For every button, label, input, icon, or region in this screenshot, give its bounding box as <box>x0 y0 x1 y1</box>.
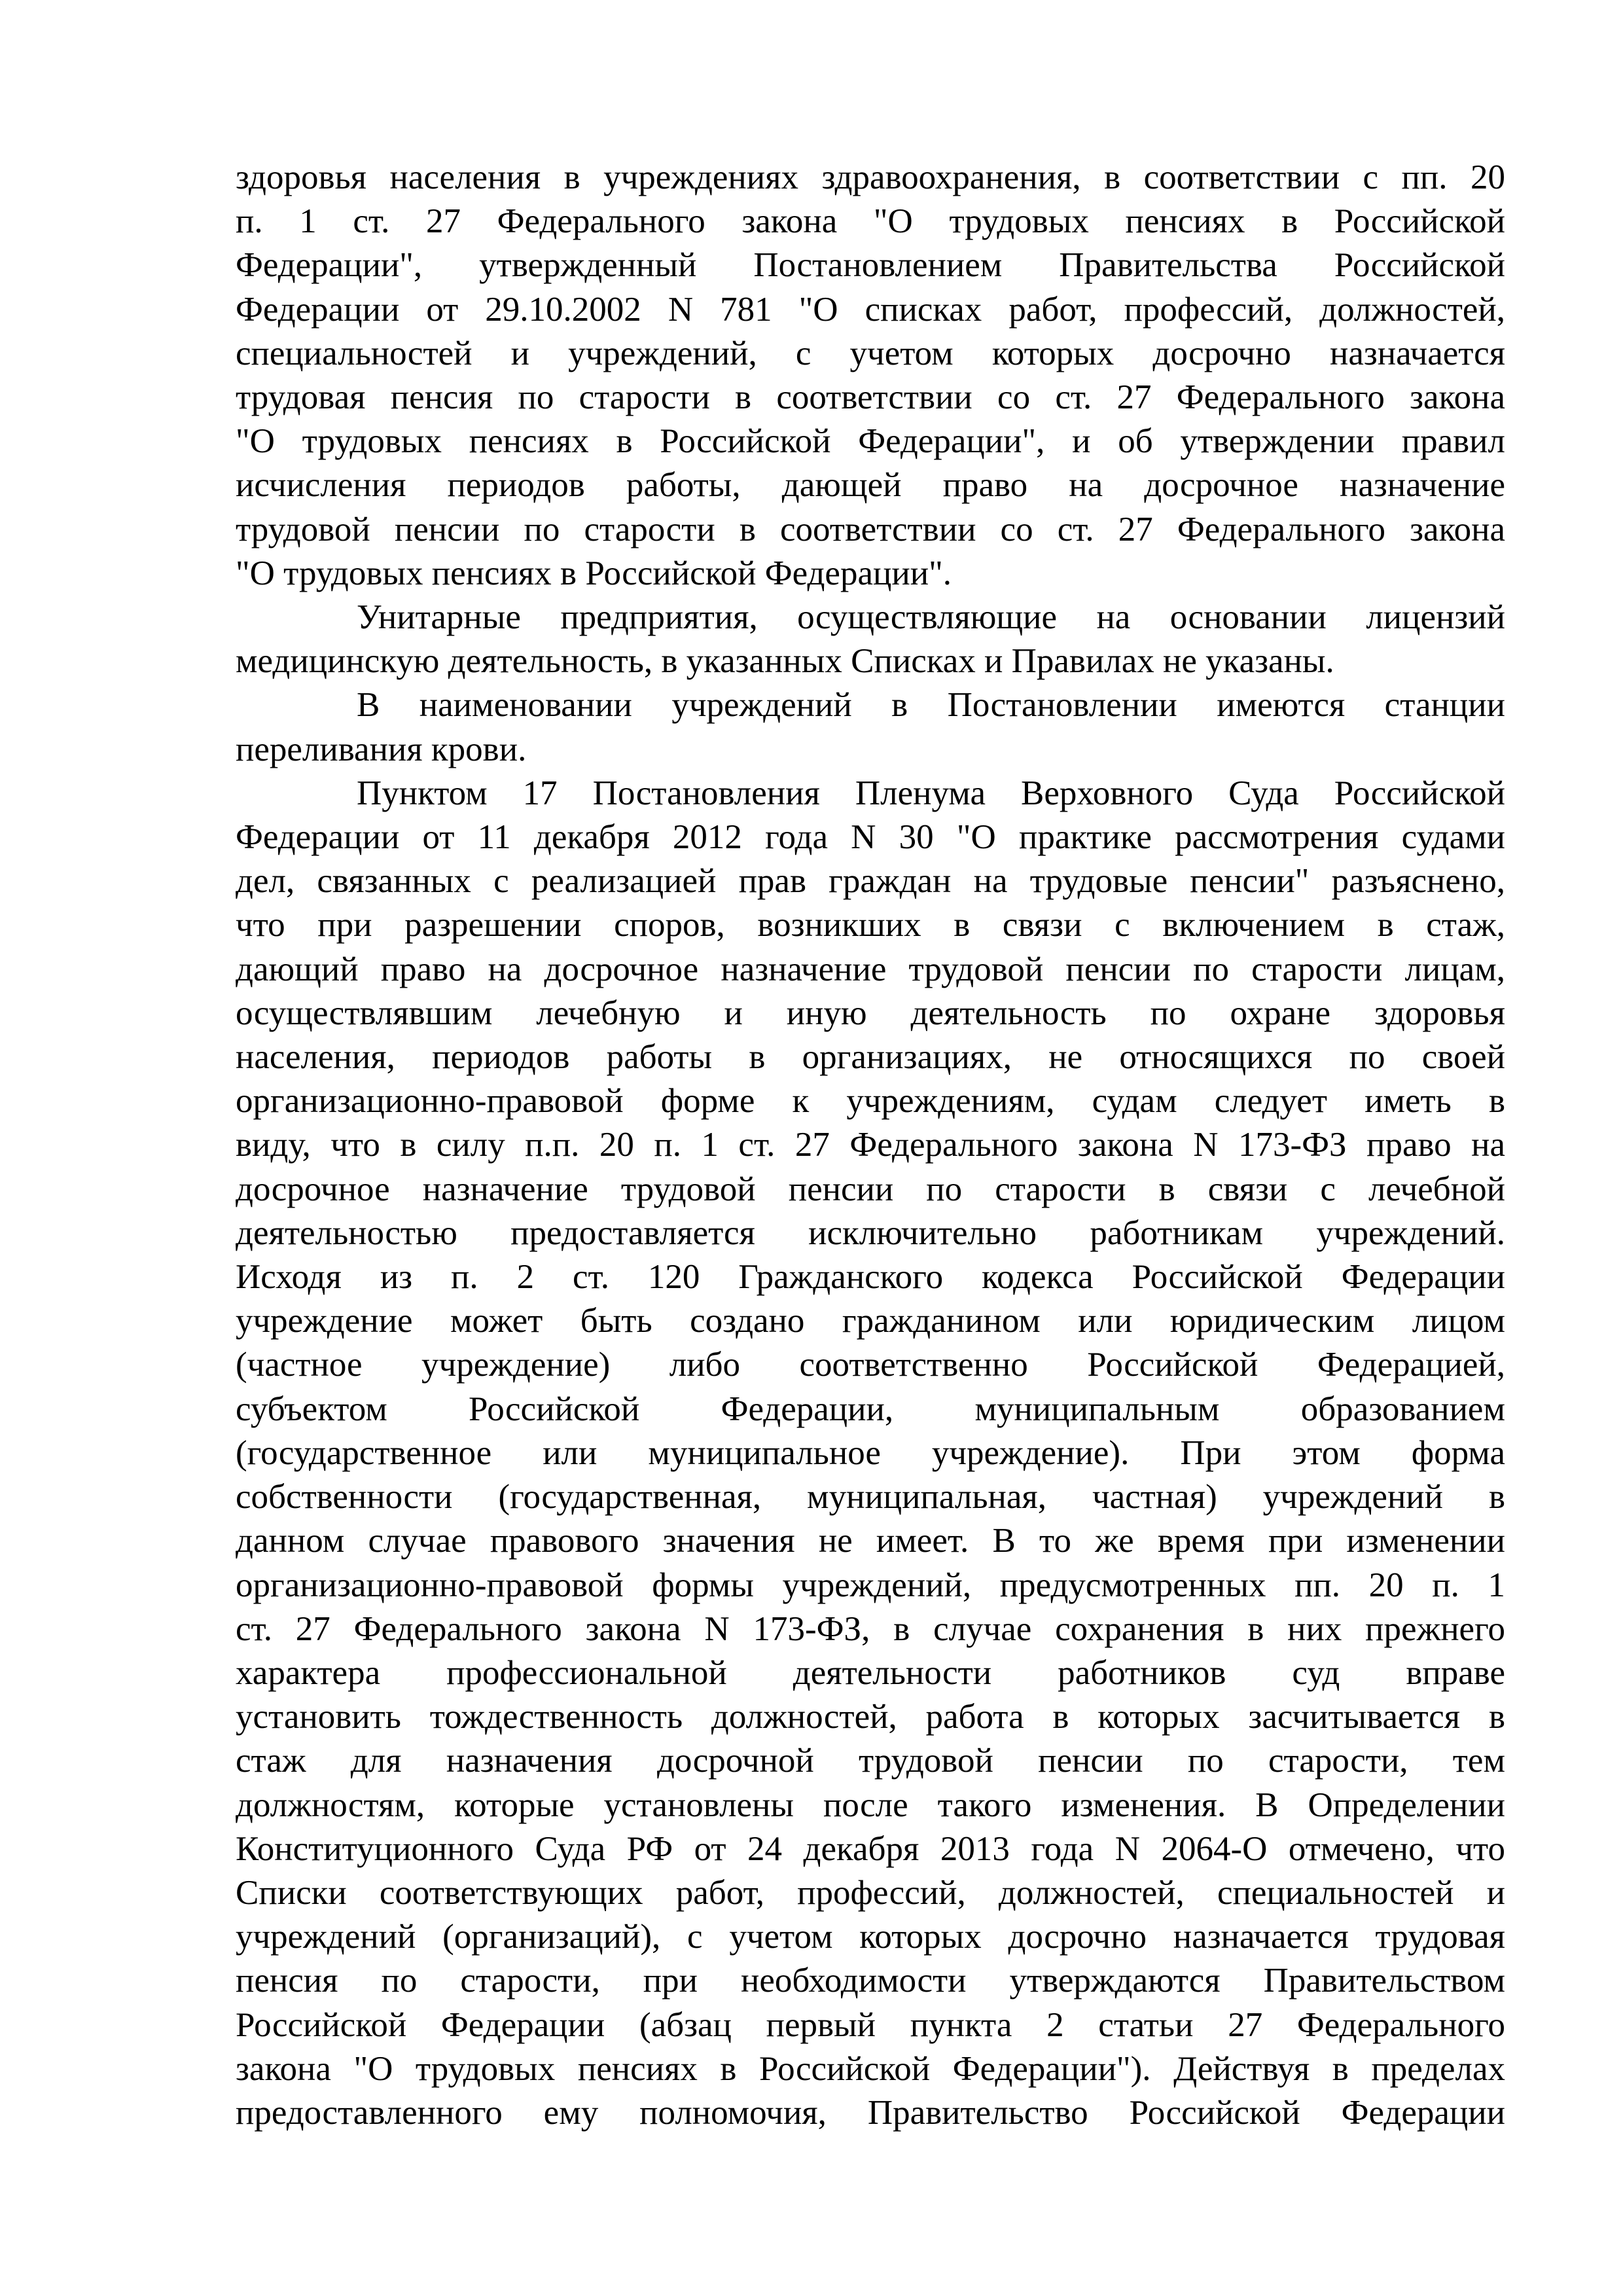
text-line: стаж для назначения досрочной трудовой пенсии по старости, тем <box>236 1742 1505 1780</box>
text-line: деятельностью предоставляется исключительно работникам учреждений. <box>236 1213 1505 1252</box>
text-line: населения, периодов работы в организациях, не относящихся по своей <box>236 1038 1505 1077</box>
text-line: виду, что в силу п.п. 20 п. 1 ст. 27 Федерального закона N 173-ФЗ право на <box>236 1126 1505 1164</box>
text-line: собственности (государственная, муниципальная, частная) учреждений в <box>236 1478 1505 1516</box>
text-line: ст. 27 Федерального закона N 173-ФЗ, в случае сохранения в них прежнего <box>236 1609 1505 1648</box>
text-line: В наименовании учреждений в Постановлении имеются станции <box>357 686 1505 725</box>
text-line: медицинскую деятельность, в указанных Списках и Правилах не указаны. <box>236 642 1334 681</box>
text-line: организационно-правовой форме к учреждениям, судам следует иметь в <box>236 1082 1505 1121</box>
text-line: п. 1 ст. 27 Федерального закона "О трудовых пенсиях в Российской <box>236 202 1505 241</box>
text-line: "О трудовых пенсиях в Российской Федерации", и об утверждении правил <box>236 422 1505 461</box>
text-line: субъектом Российской Федерации, муниципальным образованием <box>236 1390 1505 1428</box>
text-line: Списки соответствующих работ, профессий, должностей, специальностей и <box>236 1873 1505 1912</box>
text-line: переливания крови. <box>236 730 527 768</box>
text-line: должностям, которые установлены после такого изменения. В Определении <box>236 1785 1505 1824</box>
text-line: исчисления периодов работы, дающей право на досрочное назначение <box>236 466 1505 505</box>
text-line: (государственное или муниципальное учреждение). При этом форма <box>236 1433 1505 1472</box>
text-line: дел, связанных с реализацией прав граждан на трудовые пенсии" разъяснено, <box>236 862 1505 901</box>
text-line: организационно-правовой формы учреждений, предусмотренных пп. 20 п. 1 <box>236 1566 1505 1604</box>
text-line: закона "О трудовых пенсиях в Российской Федерации"). Действуя в пределах <box>236 2049 1505 2088</box>
text-line: Федерации от 11 декабря 2012 года N 30 "О практике рассмотрения судами <box>236 818 1505 857</box>
text-line: предоставленного ему полномочия, Правительство Российской Федерации <box>236 2093 1505 2132</box>
text-line: что при разрешении споров, возникших в связи с включением в стаж, <box>236 906 1505 944</box>
text-line: пенсия по старости, при необходимости утверждаются Правительством <box>236 1962 1505 2000</box>
text-line: осуществлявшим лечебную и иную деятельность по охране здоровья <box>236 994 1505 1032</box>
text-line: трудовая пенсия по старости в соответствии со ст. 27 Федерального закона <box>236 378 1505 417</box>
text-line: характера профессиональной деятельности работников суд вправе <box>236 1653 1505 1692</box>
text-line: (частное учреждение) либо соответственно Российской Федерацией, <box>236 1346 1505 1384</box>
text-line: досрочное назначение трудовой пенсии по старости в связи с лечебной <box>236 1170 1505 1208</box>
text-line: специальностей и учреждений, с учетом которых досрочно назначается <box>236 334 1505 372</box>
text-line: Федерации от 29.10.2002 N 781 "О списках работ, профессий, должностей, <box>236 290 1505 329</box>
text-line: Исходя из п. 2 ст. 120 Гражданского кодекса Российской Федерации <box>236 1258 1505 1297</box>
text-line: данном случае правового значения не имеет. В то же время при изменении <box>236 1522 1505 1560</box>
text-line: Российской Федерации (абзац первый пункта 2 статьи 27 Федерального <box>236 2005 1505 2044</box>
document-body <box>236 156 1505 2135</box>
text-line: трудовой пенсии по старости в соответствии со ст. 27 Федерального закона <box>236 510 1505 548</box>
text-line: "О трудовых пенсиях в Российской Федерации". <box>236 554 952 592</box>
text-line: Федерации", утвержденный Постановлением Правительства Российской <box>236 246 1505 285</box>
text-line: Конституционного Суда РФ от 24 декабря 2013 года N 2064-О отмечено, что <box>236 1829 1505 1868</box>
text-line: Унитарные предприятия, осуществляющие на основании лицензий <box>357 598 1505 637</box>
text-line: учреждение может быть создано гражданином или юридическим лицом <box>236 1302 1505 1340</box>
text-line: дающий право на досрочное назначение трудовой пенсии по старости лицам, <box>236 950 1505 988</box>
text-line: Пунктом 17 Постановления Пленума Верховного Суда Российской <box>357 774 1505 812</box>
text-line: установить тождественность должностей, работа в которых засчитывается в <box>236 1698 1505 1736</box>
text-line: учреждений (организаций), с учетом которых досрочно назначается трудовая <box>236 1918 1505 1956</box>
text-line: здоровья населения в учреждениях здравоохранения, в соответствии с пп. 20 <box>236 158 1505 196</box>
